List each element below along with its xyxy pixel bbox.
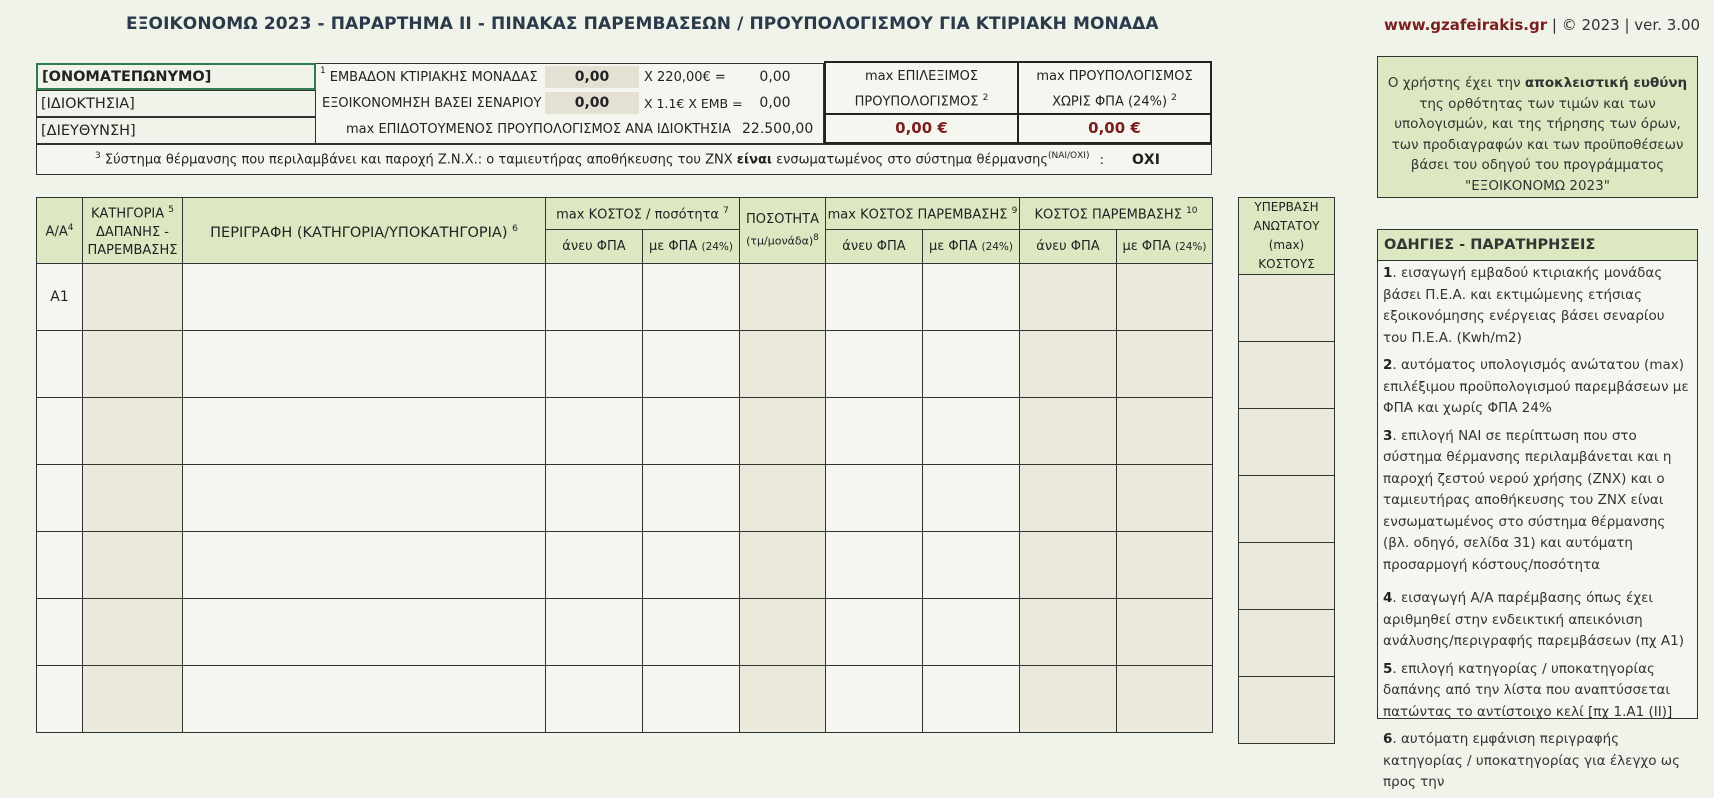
saving-factor: X 1.1€ X EMB = [644, 95, 743, 111]
cell-cost-novat[interactable] [1020, 532, 1117, 599]
cell-maxcost-withvat[interactable] [643, 666, 740, 733]
version-info: | © 2023 | ver. 3.00 [1551, 16, 1701, 34]
instruction-number: 1 [1383, 265, 1393, 281]
cell-aa[interactable] [37, 599, 83, 666]
area-result: 0,00 [759, 69, 791, 85]
col-desc-text: ΠΕΡΙΓΡΑΦΗ (ΚΑΤΗΓΟΡΙΑ/ΥΠΟΚΑΤΗΓΟΡΙΑ) [210, 224, 508, 241]
cell-quantity[interactable] [740, 532, 826, 599]
col-header-aa [37, 198, 83, 264]
cell-maxcost-withvat[interactable] [643, 465, 740, 532]
subheader-withvat-1 [643, 230, 740, 264]
interventions-table-body [37, 264, 1213, 733]
owner-address-cell[interactable]: [ΔΙΕΥΘΥΝΣΗ] [36, 117, 316, 144]
overrun-row [1239, 409, 1335, 476]
cell-category[interactable] [83, 398, 183, 465]
cell-maxcost-withvat[interactable] [643, 532, 740, 599]
instructions-panel [1377, 229, 1698, 790]
saving-label: ΕΞΟΙΚΟΝΟΜΗΣΗ ΒΑΣΕΙ ΣΕΝΑΡΙΟΥ [322, 95, 542, 111]
owner-name-cell[interactable]: [ΟΝΟΜΑΤΕΠΩΝΥΜΟ] [36, 63, 316, 90]
col-cat-line2: ΔΑΠΑΝΗΣ - [96, 224, 169, 240]
group-header-max-intervention [826, 198, 1020, 230]
heating-note-bold: είναι [736, 152, 772, 168]
owner-property-cell[interactable]: [ΙΔΙΟΚΤΗΣΙΑ] [36, 90, 316, 117]
cell-description[interactable] [183, 331, 546, 398]
eligible-budget-line1: max ΕΠΙΛΕΞΙΜΟΣ [864, 69, 979, 84]
cell-maxint-novat[interactable] [826, 465, 923, 532]
cell-category[interactable] [83, 264, 183, 331]
footnote-9: 9 [1011, 206, 1018, 217]
page-title: ΕΞΟΙΚΟΝΟΜΩ 2023 - ΠΑΡΑΡΤΗΜΑ ΙΙ - ΠΙΝΑΚΑΣ ΠΑΡΕΜΒΑΣΕΩΝ / ΠΡΟΥΠΟΛΟΓΙΣΜΟΥ ΓΙΑ ΚΤΙΡΙΑΚΗ ΜΟΝΑΔΑ [126, 14, 1159, 34]
heating-note-row [36, 144, 1212, 175]
cell-overrun [1239, 409, 1335, 476]
cell-category[interactable] [83, 465, 183, 532]
table-row [37, 666, 1213, 733]
col-header-description [183, 198, 546, 264]
subsidy-label: max ΕΠΙΔΟΤΟΥΜΕΝΟΣ ΠΡΟΥΠΟΛΟΓΙΣΜΟΣ ΑΝΑ ΙΔΙΟΚΤΗΣΙΑ [346, 121, 731, 137]
col-qty-line2-text: (τμ/μονάδα) [746, 234, 814, 248]
instruction-item [1378, 424, 1697, 581]
cell-maxint-novat[interactable] [826, 532, 923, 599]
overrun-row [1239, 275, 1335, 342]
withvat-1-pct: (24%) [701, 240, 733, 253]
footnote-1: 1 [320, 66, 326, 76]
cell-description[interactable] [183, 666, 546, 733]
subheader-withvat-2 [923, 230, 1020, 264]
cell-quantity[interactable] [740, 398, 826, 465]
cell-maxcost-withvat[interactable] [643, 599, 740, 666]
withvat-3-pct: (24%) [1174, 240, 1207, 253]
instruction-text: . εισαγωγή Α/Α παρέμβασης όπως έχει αριθμηθεί στην ενδεικτική απεικόνιση ανάλυσης/περιγραφής παρεμβάσεων (πχ Α1) [1383, 590, 1684, 649]
overrun-line3: (max) ΚΟΣΤΟΥΣ [1258, 238, 1315, 271]
subheader-withvat-3 [1117, 230, 1213, 264]
max-eligible-budget-box [824, 61, 1019, 144]
cell-maxcost-novat[interactable] [546, 398, 643, 465]
cell-maxint-novat[interactable] [826, 264, 923, 331]
heating-note-before: Σύστημα θέρμανσης που περιλαμβάνει και παροχή Ζ.Ν.Χ.: ο ταμιευτήρας αποθήκευσης του ΖΝΧ [104, 152, 733, 168]
cell-category[interactable] [83, 666, 183, 733]
disclaimer-after: της ορθότητας των τιμών και των υπολογισμών, και της τήρησης των όρων, των προδιαγραφών και των προϋποθέσεων βάσει του οδηγού του προγράμματος "ΕΞΟΙΚΟΝΟΜΩ 2023" [1391, 95, 1684, 194]
instructions-title: ΟΔΗΓΙΕΣ - ΠΑΡΑΤΗΡΗΣΕΙΣ [1378, 230, 1697, 261]
cell-quantity[interactable] [740, 666, 826, 733]
group-header-maxcost [546, 198, 740, 230]
heating-note-colon: : [1099, 152, 1105, 168]
heating-note-options: (ΝΑΙ/ΟΧΙ) [1047, 151, 1090, 162]
cell-maxcost-novat[interactable] [546, 666, 643, 733]
cell-cost-withvat[interactable] [1117, 465, 1213, 532]
cell-aa[interactable] [37, 398, 83, 465]
cell-maxcost-withvat[interactable] [643, 331, 740, 398]
footnote-10: 10 [1186, 206, 1198, 217]
cell-cost-withvat[interactable] [1117, 532, 1213, 599]
withvat-1-text: με ΦΠΑ [648, 238, 698, 254]
eligible-budget-line2-text: ΠΡΟΥΠΟΛΟΓΙΣΜΟΣ [854, 94, 979, 110]
novat-budget-line1: max ΠΡΟΥΠΟΛΟΓΙΣΜΟΣ [1036, 69, 1193, 84]
col-qty-line2 [740, 229, 825, 251]
cell-cost-novat[interactable] [1020, 264, 1117, 331]
group-maxcost-text: max ΚΟΣΤΟΣ / ποσότητα [556, 207, 720, 223]
cell-maxcost-novat[interactable] [546, 532, 643, 599]
cell-overrun [1239, 543, 1335, 610]
footnote-4: 4 [67, 223, 74, 234]
col-aa-text: Α/Α [45, 224, 68, 240]
overrun-row [1239, 476, 1335, 543]
cell-description[interactable] [183, 465, 546, 532]
cell-aa[interactable] [37, 331, 83, 398]
area-label [320, 66, 538, 88]
overrun-line2: ΑΝΩΤΑΤΟΥ [1253, 219, 1320, 233]
cell-cost-novat[interactable] [1020, 465, 1117, 532]
instruction-item [1378, 727, 1697, 798]
footnote-6: 6 [512, 223, 518, 234]
instruction-number: 6 [1383, 731, 1393, 747]
cell-description[interactable] [183, 532, 546, 599]
cell-overrun [1239, 342, 1335, 409]
group-cost-text: ΚΟΣΤΟΣ ΠΑΡΕΜΒΑΣΗΣ [1034, 207, 1182, 223]
subsidy-value: 22.500,00 [742, 121, 814, 137]
area-input[interactable]: 0,00 [545, 66, 639, 88]
table-row [37, 264, 1213, 331]
overrun-table [1238, 197, 1335, 744]
overrun-table-body [1239, 275, 1335, 744]
cell-maxint-novat[interactable] [826, 398, 923, 465]
footnote-5: 5 [168, 205, 175, 216]
instruction-item [1378, 261, 1697, 353]
heating-select[interactable]: ΟΧΙ [1132, 151, 1160, 168]
instruction-text: . αυτόματη εμφάνιση περιγραφής κατηγορίας / υποκατηγορίας για έλεγχο ως προς την [1383, 731, 1681, 790]
cell-maxint-withvat[interactable] [923, 599, 1020, 666]
cell-quantity[interactable] [740, 465, 826, 532]
cell-overrun [1239, 275, 1335, 342]
cell-cost-novat[interactable] [1020, 331, 1117, 398]
overrun-row [1239, 610, 1335, 677]
subheader-novat-3: άνευ ΦΠΑ [1020, 230, 1117, 264]
instruction-number: 3 [1383, 427, 1393, 444]
instruction-text: . εισαγωγή εμβαδού κτιριακής μονάδας βάσει Π.Ε.Α. και εκτιμώμενης ετήσιας εξοικονόμησης ενέργειας βάσει σεναρίου του Π.Ε.Α. (Kwh/m2) [1383, 265, 1665, 346]
cell-maxint-withvat[interactable] [923, 465, 1020, 532]
col-cat-line1 [83, 201, 182, 223]
interventions-table [36, 197, 1213, 733]
cell-quantity[interactable] [740, 331, 826, 398]
col-header-category [83, 198, 183, 264]
col-cat-line3: ΠΑΡΕΜΒΑΣΗΣ [87, 242, 178, 258]
withvat-3-text: με ΦΠΑ [1122, 238, 1171, 254]
novat-budget-line2 [1019, 88, 1210, 112]
group-maxint-text: max ΚΟΣΤΟΣ ΠΑΡΕΜΒΑΣΗΣ [827, 207, 1008, 223]
cell-aa[interactable] [37, 465, 83, 532]
cell-cost-withvat[interactable] [1117, 264, 1213, 331]
cell-maxint-novat[interactable] [826, 666, 923, 733]
instruction-number: 5 [1383, 660, 1393, 677]
cell-maxcost-novat[interactable] [546, 264, 643, 331]
cell-maxint-withvat[interactable] [923, 398, 1020, 465]
cell-cost-withvat[interactable] [1117, 398, 1213, 465]
cell-maxint-novat[interactable] [826, 331, 923, 398]
instruction-text: . επιλογή κατηγορίας / υποκατηγορίας δαπάνης από την λίστα που αναπτύσσεται πατώντας το αντίστοιχο κελί [πχ 1.Α1 (ΙΙ)] [1383, 660, 1673, 720]
disclaimer-before: Ο χρήστης έχει την [1387, 75, 1521, 91]
heating-note-text [95, 151, 1104, 167]
novat-budget-line2-text: ΧΩΡΙΣ ΦΠΑ (24%) [1052, 94, 1168, 110]
instruction-item [1378, 586, 1697, 657]
overrun-header [1239, 198, 1335, 275]
cell-overrun [1239, 476, 1335, 543]
cell-description[interactable] [183, 599, 546, 666]
cell-maxcost-withvat[interactable] [643, 398, 740, 465]
footnote-3: 3 [95, 151, 101, 162]
saving-input[interactable]: 0,00 [545, 92, 639, 114]
area-factor: X 220,00€ = [644, 69, 726, 85]
cell-cost-novat[interactable] [1020, 599, 1117, 666]
cell-maxint-withvat[interactable] [923, 666, 1020, 733]
withvat-2-pct: (24%) [981, 240, 1013, 253]
overrun-row [1239, 543, 1335, 610]
cell-aa[interactable]: Α1 [37, 264, 83, 331]
instruction-number: 4 [1383, 590, 1393, 606]
instruction-text: . αυτόματος υπολογισμός ανώτατου (max) επιλέξιμου προϋπολογισμού παρεμβάσεων με ΦΠΑ και χωρίς ΦΠΑ 24% [1383, 357, 1689, 416]
withvat-2-text: με ΦΠΑ [928, 238, 978, 254]
cell-category[interactable] [83, 532, 183, 599]
instruction-text: . επιλογή ΝΑΙ σε περίπτωση που στο σύστημα θέρμανσης περιλαμβάνεται και η παροχή ζεστού νερού χρήσης (ΖΝΧ) και ο ταμιευτήρας αποθήκευσης του ΖΝΧ είναι ενσωματωμένος στο σύστημα θέρμανσης (βλ. οδηγό, σελίδα 31) και αυτόματη προσαρμογή κόστους/ποσότητα [1383, 427, 1672, 573]
cell-description[interactable] [183, 398, 546, 465]
table-row [37, 599, 1213, 666]
instruction-number: 2 [1383, 357, 1393, 373]
cell-maxcost-novat[interactable] [546, 331, 643, 398]
cell-description[interactable] [183, 264, 546, 331]
cell-cost-withvat[interactable] [1117, 599, 1213, 666]
col-qty-line1: ΠΟΣΟΤΗΤΑ [745, 211, 819, 227]
table-row [37, 331, 1213, 398]
cell-cost-withvat[interactable] [1117, 666, 1213, 733]
novat-budget-value: 0,00 € [1088, 119, 1141, 137]
table-row [37, 465, 1213, 532]
instructions-list [1378, 261, 1697, 798]
cell-category[interactable] [83, 599, 183, 666]
cell-cost-novat[interactable] [1020, 398, 1117, 465]
area-label-text: ΕΜΒΑΔΟΝ ΚΤΙΡΙΑΚΗΣ ΜΟΝΑΔΑΣ [329, 69, 538, 85]
instruction-item [1378, 657, 1697, 728]
heating-note-after: ενσωματωμένος στο σύστημα θέρμανσης [776, 152, 1048, 168]
cell-overrun [1239, 610, 1335, 677]
cell-cost-withvat[interactable] [1117, 331, 1213, 398]
site-credit [1384, 16, 1700, 34]
cell-category[interactable] [83, 331, 183, 398]
subheader-novat-1: άνευ ΦΠΑ [546, 230, 643, 264]
eligible-budget-line2 [826, 88, 1017, 112]
saving-result: 0,00 [759, 95, 791, 111]
col-header-quantity [740, 198, 826, 264]
overrun-row [1239, 677, 1335, 744]
footnote-7: 7 [723, 206, 729, 217]
footnote-2b: 2 [1171, 93, 1177, 103]
table-row [37, 532, 1213, 599]
cell-maxcost-withvat[interactable] [643, 264, 740, 331]
cell-overrun [1239, 677, 1335, 744]
footnote-2: 2 [982, 93, 989, 103]
max-budget-novat-box [1017, 61, 1212, 144]
site-link[interactable]: www.gzafeirakis.gr [1384, 16, 1548, 34]
cell-maxcost-novat[interactable] [546, 465, 643, 532]
cell-maxint-withvat[interactable] [923, 532, 1020, 599]
col-cat-line1-text: ΚΑΤΗΓΟΡΙΑ [90, 206, 165, 222]
instruction-item [1378, 353, 1697, 424]
table-row [37, 398, 1213, 465]
disclaimer-bold: αποκλειστική ευθύνη [1524, 75, 1688, 91]
cell-quantity[interactable] [740, 599, 826, 666]
cell-cost-novat[interactable] [1020, 666, 1117, 733]
footnote-8: 8 [813, 232, 819, 243]
overrun-line1: ΥΠΕΡΒΑΣΗ [1254, 200, 1319, 214]
group-header-intervention-cost [1020, 198, 1213, 230]
cell-maxint-withvat[interactable] [923, 264, 1020, 331]
overrun-row [1239, 342, 1335, 409]
eligible-budget-value: 0,00 € [895, 119, 948, 137]
cell-aa[interactable] [37, 532, 83, 599]
cell-quantity[interactable] [740, 264, 826, 331]
cell-maxint-withvat[interactable] [923, 331, 1020, 398]
cell-maxcost-novat[interactable] [546, 599, 643, 666]
disclaimer-box [1377, 56, 1698, 198]
cell-maxint-novat[interactable] [826, 599, 923, 666]
cell-aa[interactable] [37, 666, 83, 733]
subheader-novat-2: άνευ ΦΠΑ [826, 230, 923, 264]
